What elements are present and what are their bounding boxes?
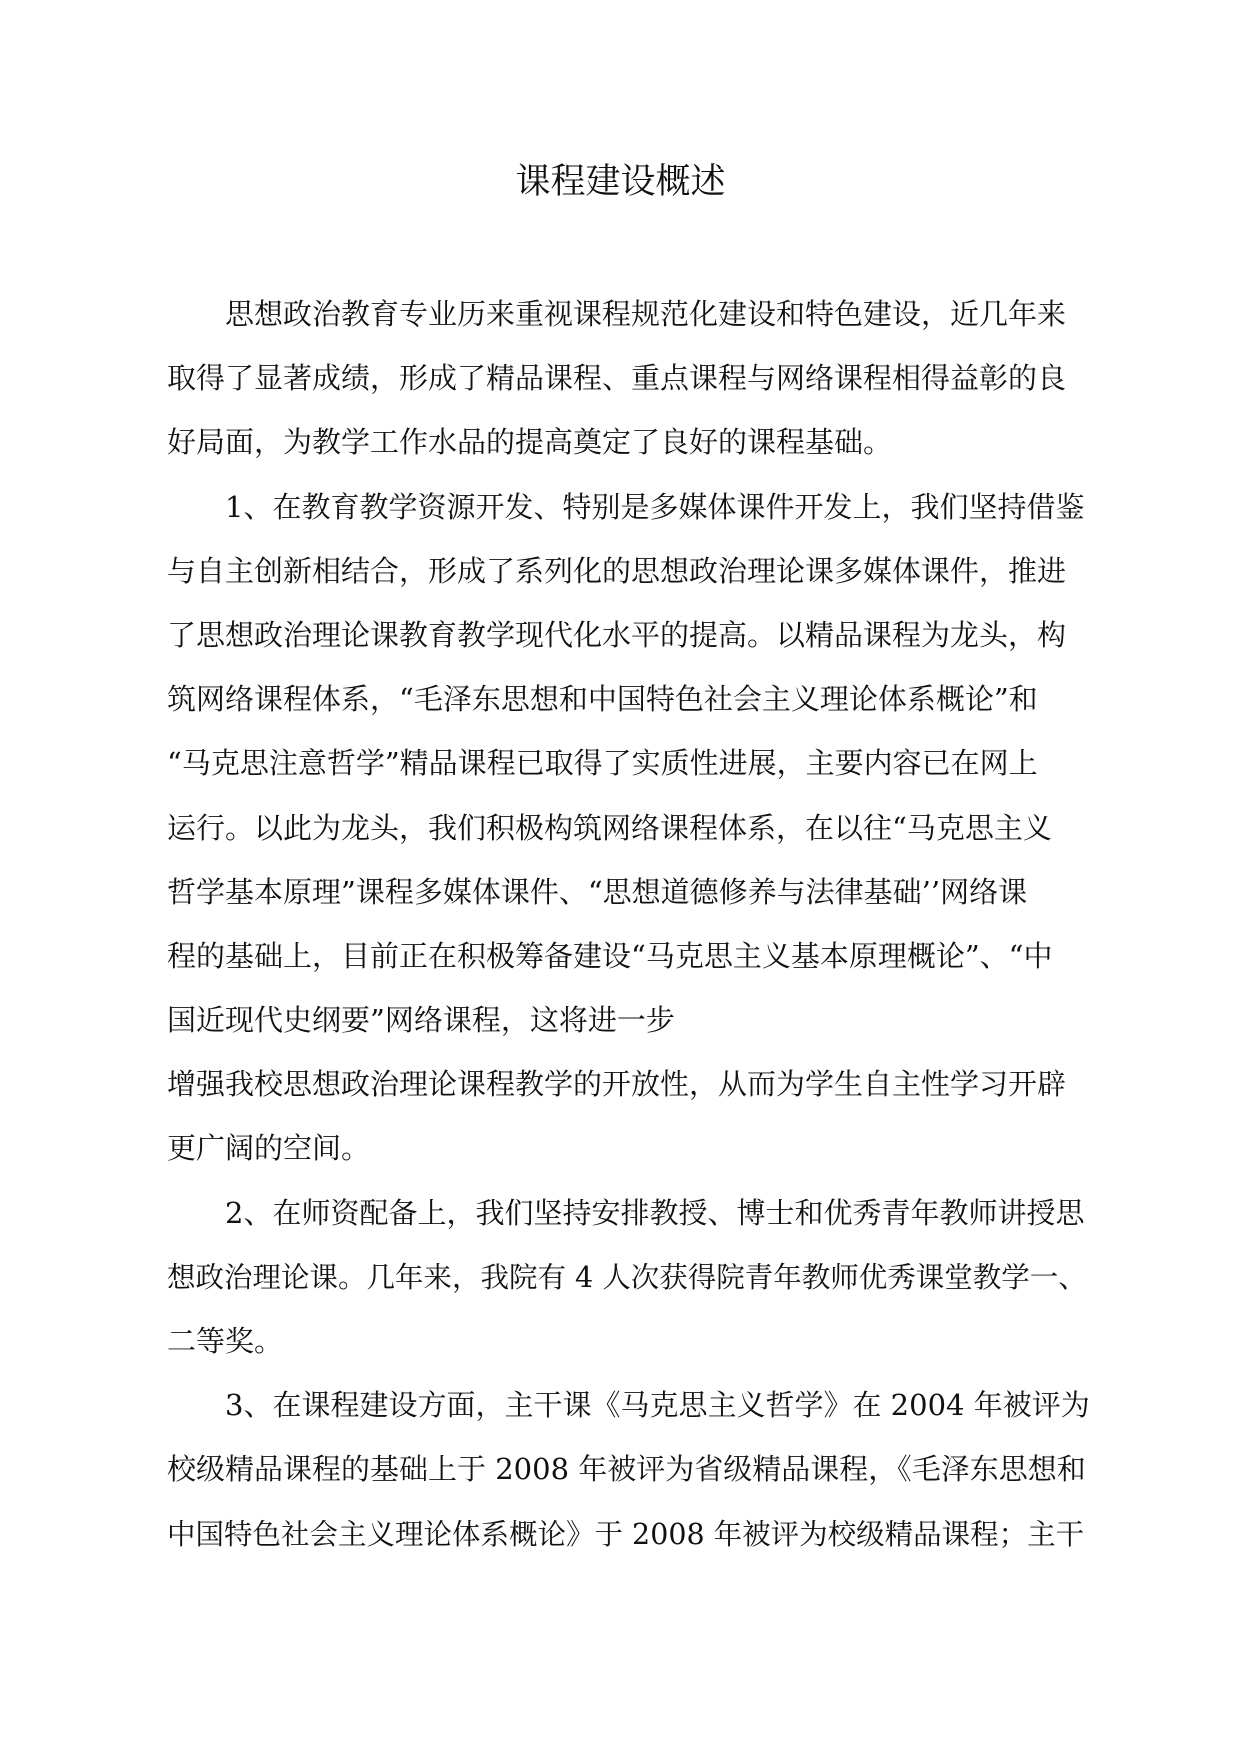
text-line: 了思想政治理论课教育教学现代化水平的提高。以精品课程为龙头，构 (167, 617, 1067, 652)
text-line: 程的基础上，目前正在积极筹备建设“马克思主义基本原理概论”、“中 (167, 938, 1053, 973)
text-line: 思想政治教育专业历来重视课程规范化建设和特色建设，近几年来 (225, 297, 1067, 331)
text-line: 2、在师资配备上，我们坚持安排教授、博士和优秀青年教师讲授思 (225, 1195, 1085, 1230)
document-body (167, 282, 1097, 1566)
text-line: 与自主创新相结合，形成了系列化的思想政治理论课多媒体课件，推进 (167, 553, 1067, 588)
text-line: 运行。以此为龙头，我们积极构筑网络课程体系，在以往“马克思主义 (167, 810, 1052, 845)
text-line: 想政治理论课。几年来，我院有 4 人次获得院青年教师优秀课堂教学一、 (167, 1260, 1087, 1294)
text-line: 哲学基本原理”课程多媒体课件、“思想道德修养与法律基础’’网络课 (167, 874, 1028, 909)
text-line: 取得了显著成绩，形成了精品课程、重点课程与网络课程相得益彰的良 (167, 361, 1067, 396)
text-line: 国近现代史纲要”网络课程，这将进一步 (167, 1003, 675, 1038)
text-line: 3、在课程建设方面，主干课《马克思主义哲学》在 2004 年被评为 (225, 1388, 1090, 1423)
text-line: 校级精品课程的基础上于 2008 年被评为省级精品课程，《毛泽东思想和 (167, 1452, 1086, 1487)
text-line: “马克思注意哲学”精品课程已取得了实质性进展，主要内容已在网上 (167, 746, 1038, 781)
text-line: 好局面，为教学工作水品的提高奠定了良好的课程基础。 (167, 425, 893, 460)
text-line: 增强我校思想政治理论课程教学的开放性，从而为学生自主性学习开辟 (167, 1067, 1067, 1102)
document-title: 课程建设概述 (515, 162, 726, 202)
text-line: 二等奖。 (167, 1324, 284, 1358)
text-line: 1、在教育教学资源开发、特别是多媒体课件开发上，我们坚持借鉴 (225, 489, 1085, 524)
text-line: 筑网络课程体系，“毛泽东思想和中国特色社会主义理论体系概论”和 (167, 682, 1038, 717)
text-line: 更广阔的空间。 (167, 1131, 371, 1166)
text-line: 中国特色社会主义理论体系概论》于 2008 年被评为校级精品课程；主干 (167, 1517, 1085, 1551)
